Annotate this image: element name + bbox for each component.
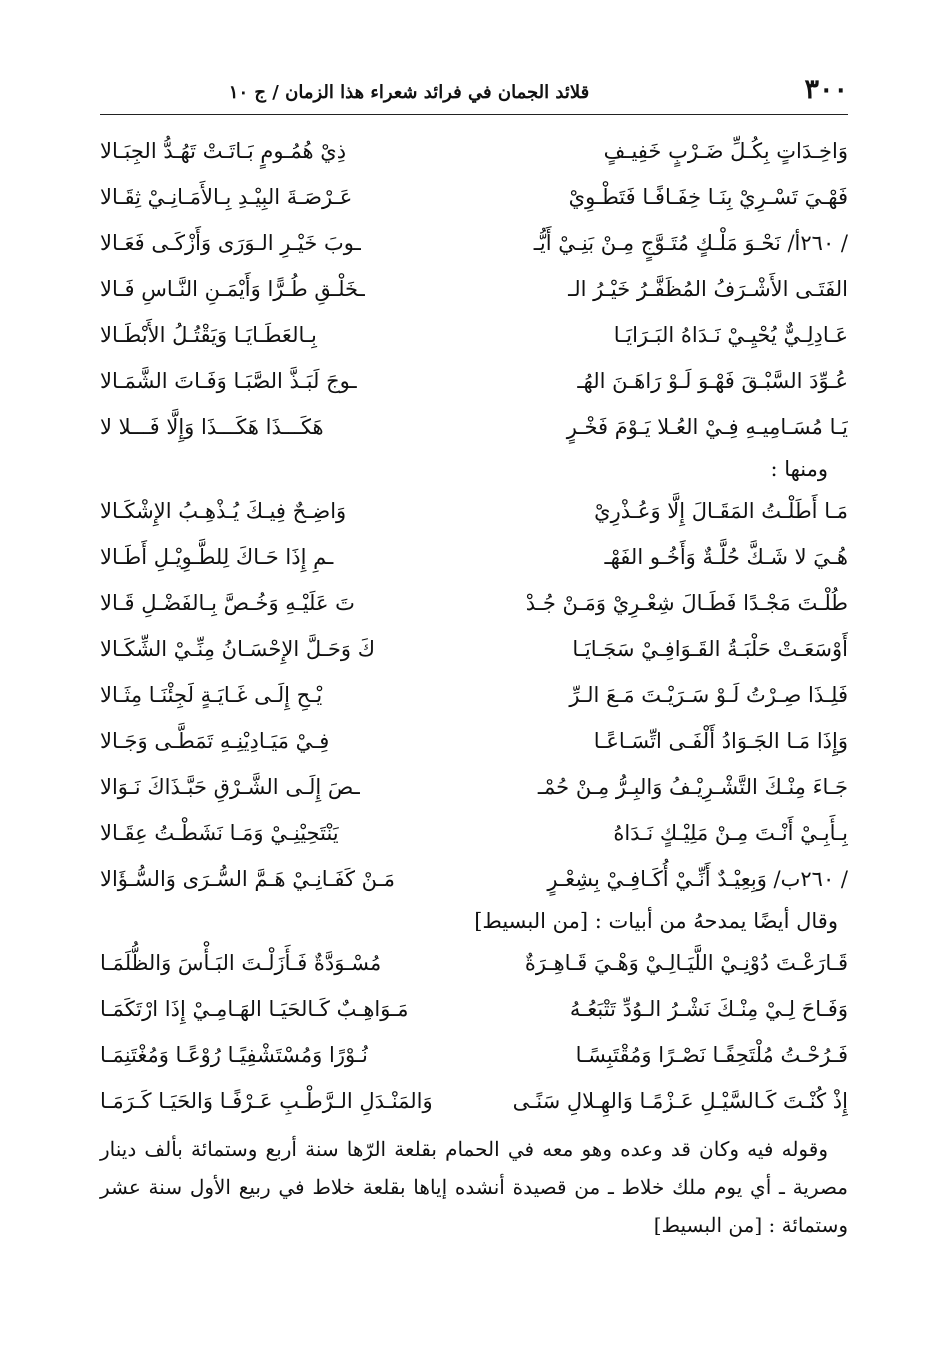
verse-first-hemistich: إِذْ كُنْـتَ كَـالسَّيْـلِ عَـزْمًـا وَالهِـلالِ سَنًـى: [512, 1089, 848, 1113]
verse-first-hemistich: فَـرُحْـتُ مُلْتَحِفًـا نَصْـرًا وَمُقْتَبِسًـا: [575, 1043, 848, 1067]
poem-section-3: [100, 940, 848, 1124]
verse-line: [100, 358, 848, 404]
verse-second-hemistich: مَـوَاهِـبٌ كَـالحَيَـا الهَـامِـيْ إِذَا ارْتَكَمَـا: [100, 997, 409, 1021]
page-body: [100, 128, 848, 1264]
poem-section-1: [100, 128, 848, 450]
verse-first-hemistich: هُـيَ لا شَـكَّ حُلَّـةٌ وَأَخُـو الفَهْـ: [604, 545, 848, 569]
verse-second-hemistich: ـمِ إِذَا حَـاكَ لِلطَّـوِيْـلِ أَطَـالا: [100, 545, 334, 569]
verse-line: [100, 580, 848, 626]
verse-line: [100, 718, 848, 764]
verse-line: [100, 220, 848, 266]
verse-first-hemistich: جَـاءَ مِنْـكَ التَّشْـرِيْـفُ وَالبِـرُّ مِـنْ حُمْـ: [537, 775, 848, 799]
prose-paragraph: وقوله فيه وكان قد وعده وهو معه في الحمام بقلعة الرّها سنة أربع وستمائة بألف دينار مصرية ـ أي يوم ملك خلاط ـ من قصيدة أنشده إياها بقلعة خلاط في ربيع الأول سنة عشر وستمائة : [من البسيط]: [100, 1137, 848, 1237]
verse-first-hemistich: طُلْـتَ مَجْـدًا فَطَـالَ شِعْـرِيْ وَمَـنْ جُـدْ: [525, 591, 848, 615]
verse-line: [100, 1032, 848, 1078]
verse-second-hemistich: بِـالعَطَـايَـا وَيَقْتُـلُ الأَبْطَـالا: [100, 323, 317, 347]
verse-first-hemistich: / ٢٦٠ب/ وَبِعِيْـدٌ أَنِّـيْ أُكَـافِـيْ بِشِعْـرٍ: [547, 867, 848, 891]
verse-second-hemistich: مُسْـوَدَّةٌ فَـأَزَلْـتَ البَـأْسَ وَالظُّلَمَـا: [100, 951, 382, 975]
verse-second-hemistich: وَالمَنْـدَلِ الـرَّطْـبِ عَـرْفًـا وَالحَيَـا كَـرَمَـا: [100, 1089, 433, 1113]
section-intro: ومنها :: [770, 457, 828, 481]
verse-line: [100, 856, 848, 902]
page-header: [100, 70, 848, 115]
verse-first-hemistich: وَفَـاحَ لِـيْ مِنْـكَ نَشْـرُ الـوُدِّ تَتْبَعُـهُ: [569, 997, 848, 1021]
verse-line: [100, 174, 848, 220]
verse-second-hemistich: وَاضِـحٌ فِيـكَ يُـذْهِـبُ الإِشْكَـالا: [100, 499, 347, 523]
verse-line: [100, 1078, 848, 1124]
verse-first-hemistich: / ٢٦٠أ/ نَحْـوَ مَلْـكٍ مُتَـوَّجٍ مِـنْ بَنِـيْ أَيُّـ: [533, 231, 848, 255]
verse-second-hemistich: نُـوْرًا وَمُسْتَشْفِيًـا رُوْعًـا وَمُغْتَنِمَـا: [100, 1043, 368, 1067]
verse-first-hemistich: بِـأَبِـيْ أَنْـتَ مِـنْ مَلِيْـكٍ نَـدَاهُ: [613, 821, 848, 845]
verse-second-hemistich: ـوجَ لَبَـذَّ الصَّبَـا وَفَـاتَ الشَّمَـالا: [100, 369, 357, 393]
verse-first-hemistich: فَهْـيَ تَسْـرِيْ بِنَـا خِفَـافًـا فَتَطْـوِيْ: [568, 185, 848, 209]
verse-second-hemistich: يْـحِ إِلَـى غَـايَـةٍ لَجِئْنَـا مِثَـالا: [100, 683, 323, 707]
verse-second-hemistich: فِـيْ مَيَـادِيْنِـهِ تَمَطَّـى وَجَـالا: [100, 729, 330, 753]
page-number: ٣٠٠: [804, 74, 848, 105]
verse-first-hemistich: عُـوِّدَ السَّبْـقَ فَهْـوَ لَـوْ رَاهَـنَ الهُـ: [577, 369, 848, 393]
verse-second-hemistich: ـخَلْـقِ طُـرًّا وَأَيْمَـنِ النَّـاسِ فَـالا: [100, 277, 365, 301]
verse-first-hemistich: مَـا أَطَلْـتُ المَقَـالَ إِلَّا وَعُـذْرِيْ: [594, 499, 848, 523]
verse-line: [100, 128, 848, 174]
verse-second-hemistich: هَكَـــذَا هَكَـــذَا وَإِلَّا فَـــلا لا: [100, 415, 324, 439]
verse-line: [100, 986, 848, 1032]
verse-line: [100, 312, 848, 358]
section-intro-meter: وقال أيضًا يمدحهُ من أبيات : [من البسيط]: [474, 909, 838, 933]
verse-second-hemistich: عَـرْصَـةَ البِيْـدِ بِـالأَمَـانِـيْ ثِقَـالا: [100, 185, 353, 209]
verse-second-hemistich: تَ عَلَيْـهِ وَخُـصَّ بِـالفَضْـلِ قَـالا: [100, 591, 355, 615]
verse-second-hemistich: مَـنْ كَفَـانِـيْ هَـمَّ السُّـرَى وَالسُّـؤَالا: [100, 867, 396, 891]
verse-second-hemistich: ذِيْ هُمُـومٍ بَـاتَـتْ تَهُـدُّ الجِبَـالا: [100, 139, 347, 163]
verse-first-hemistich: فَلِـذَا صِـرْتُ لَـوْ سَـرَيْـتَ مَـعَ الـرِّ: [569, 683, 848, 707]
verse-first-hemistich: قَـارَعْـتَ دُوْنِـيْ اللَّيَـالِـيْ وَهْـيَ قَـاهِـرَةٌ: [524, 951, 848, 975]
verse-line: [100, 810, 848, 856]
verse-first-hemistich: وَإِذَا مَـا الجَـوَادُ أَلْفَـى اتِّسَـاعًـا: [593, 729, 848, 753]
verse-second-hemistich: كَ وَحَـلَّ الإِحْسَـانُ مِنِّـيْ الشِّكَـالا: [100, 637, 376, 661]
verse-line: [100, 404, 848, 450]
verse-line: [100, 626, 848, 672]
verse-first-hemistich: وَاخِـدَاتٍ بِكُـلِّ ضَـرْبٍ خَفِيـفٍ: [603, 139, 848, 163]
verse-line: [100, 488, 848, 534]
verse-second-hemistich: يَنْتَحِيْنِـيْ وَمَـا نَشَطْـتُ عِقَـالا: [100, 821, 339, 845]
verse-second-hemistich: ـصَ إِلَـى الشَّـرْقِ حَبَّـذَاكَ نَـوَالا: [100, 775, 360, 799]
verse-line: [100, 672, 848, 718]
verse-first-hemistich: يَـا مُسَـامِيـهِ فِـيْ العُـلا يَـوْمَ فَخْـرٍ: [566, 415, 848, 439]
verse-line: [100, 940, 848, 986]
verse-first-hemistich: أَوْسَعَـتْ حَلْبَـةُ القَـوَافِـيْ سَجَـايَـا: [572, 637, 848, 661]
verse-line: [100, 266, 848, 312]
verse-first-hemistich: الفَتَـى الأَشْـرَفُ المُظَفَّـرُ خَيْـرُ الـ: [568, 277, 848, 301]
verse-line: [100, 764, 848, 810]
poem-section-2: [100, 488, 848, 902]
verse-line: [100, 534, 848, 580]
running-title: قلائد الجمان في فرائد شعراء هذا الزمان / ج ١٠: [228, 82, 590, 103]
verse-second-hemistich: ـوبَ خَيْـرِ الـوَرَى وَأَزْكَـى فَعَـالا: [100, 231, 361, 255]
verse-first-hemistich: عَـادِلِـيٌّ يُحْيِـيْ نَـدَاهُ البَـرَايَـا: [613, 323, 848, 347]
